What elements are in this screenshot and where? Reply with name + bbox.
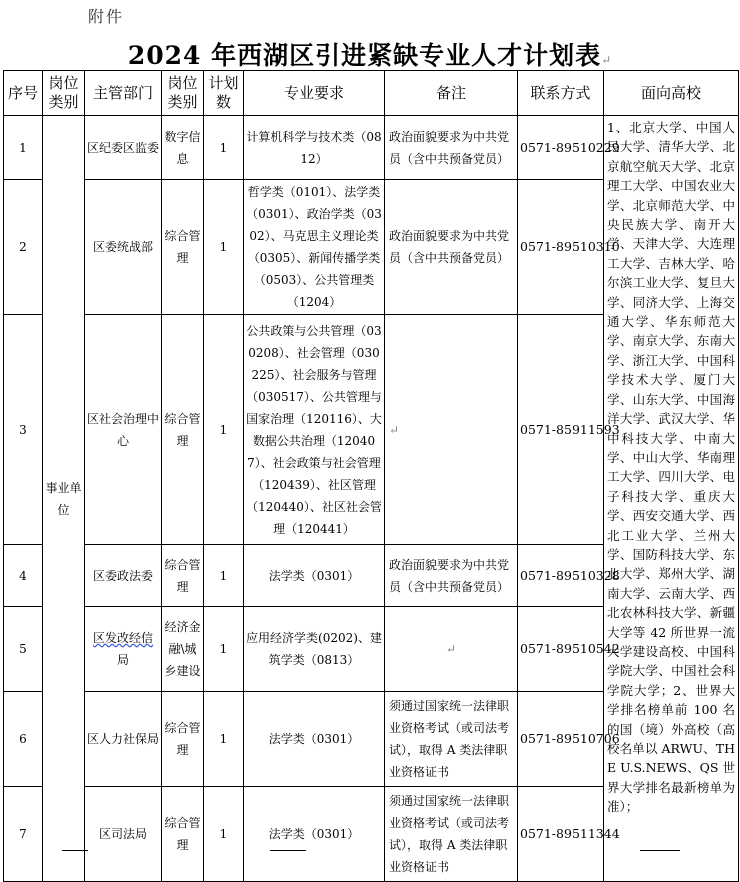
row-department: 区委政法委 xyxy=(85,545,162,607)
header-post-type: 岗位类别 xyxy=(162,71,204,116)
row-index: 2 xyxy=(4,180,43,315)
row-index: 6 xyxy=(4,692,43,787)
row-post-type: 数字信息 xyxy=(162,116,204,180)
row-contact: 0571-89510706 xyxy=(518,692,604,787)
row-contact: 0571-89510229 xyxy=(518,116,604,180)
row-major: 公共政策与公共管理（030208）、社会管理（030225）、社会服务与管理（030517）、公共管理与国家治理（120116）、大数据公共治理（120407）、社会政策与社会管理（120439）、社区管理（120440）、社区社会管理（120441） xyxy=(244,315,385,545)
page-divider xyxy=(270,850,306,851)
row-contact: 0571-89510542 xyxy=(518,607,604,692)
row-post-type: 经济金融\城乡建设 xyxy=(162,607,204,692)
page-divider xyxy=(640,850,680,851)
row-major: 哲学类（0101）、法学类（0301）、政治学类（0302）、马克思主义理论类（0305）、新闻传播学类（0503）、公共管理类（1204） xyxy=(244,180,385,315)
row-major: 法学类（0301） xyxy=(244,545,385,607)
department-text-rest: 局 xyxy=(116,653,129,667)
row-major: 应用经济学类(0202)、建筑学类（0813） xyxy=(244,607,385,692)
post-category-cell: 事业单位 xyxy=(43,116,85,882)
row-major: 法学类（0301） xyxy=(244,692,385,787)
title-text: 2024 年西湖区引进紧缺专业人才计划表 xyxy=(127,41,602,70)
row-index: 5 xyxy=(4,607,43,692)
row-contact: 0571-89511344 xyxy=(518,787,604,882)
page-title xyxy=(0,36,740,72)
row-index: 3 xyxy=(4,315,43,545)
header-post-category: 岗位类别 xyxy=(43,71,85,116)
header-index: 序号 xyxy=(4,71,43,116)
row-post-type: 综合管理 xyxy=(162,315,204,545)
paragraph-mark-icon: ↵ xyxy=(445,642,457,656)
row-remark xyxy=(385,607,518,692)
row-post-type: 综合管理 xyxy=(162,545,204,607)
header-major: 专业要求 xyxy=(244,71,385,116)
row-major: 法学类（0301） xyxy=(244,787,385,882)
row-post-type: 综合管理 xyxy=(162,180,204,315)
header-contact: 联系方式 xyxy=(518,71,604,116)
row-index: 7 xyxy=(4,787,43,882)
row-contact: 0571-89510328 xyxy=(518,545,604,607)
talent-plan-table xyxy=(3,70,739,882)
row-index: 4 xyxy=(4,545,43,607)
row-index: 1 xyxy=(4,116,43,180)
row-department: 区社会治理中心 xyxy=(85,315,162,545)
department-text-flagged: 区发改经信 xyxy=(92,631,153,645)
row-plan-count: 1 xyxy=(204,787,244,882)
row-plan-count: 1 xyxy=(204,116,244,180)
universities-cell: 1、北京大学、中国人民大学、清华大学、北京航空航天大学、北京理工大学、中国农业大学、北京师范大学、中央民族大学、南开大学、天津大学、大连理工大学、吉林大学、哈尔滨工业大学、复旦大学、同济大学、上海交通大学、华东师范大学、南京大学、东南大学、浙江大学、中国科学技术大学、厦门大学、山东大学、中国海洋大学、武汉大学、华中科技大学、中南大学、中山大学、华南理工大学、四川大学、电子科技大学、重庆大学、西安交通大学、西北工业大学、兰州大学、国防科技大学、东北大学、郑州大学、湖南大学、云南大学、西北农林科技大学、新疆大学等 42 所世界一流大学建设高校、中国科学院大学、中国社会科学院大学；2、世界大学排名榜单前 100 名的国（境）外高校（高校名单以 ARWU、THE U.S.NEWS、QS 世界大学排名最新榜单为准）； xyxy=(604,116,739,882)
row-department xyxy=(85,607,162,692)
row-department: 区司法局 xyxy=(85,787,162,882)
annex-label: 附件 xyxy=(88,7,125,26)
row-plan-count: 1 xyxy=(204,545,244,607)
row-remark: 政治面貌要求为中共党员（含中共预备党员） xyxy=(385,180,518,315)
row-department: 区人力社保局 xyxy=(85,692,162,787)
row-post-type: 综合管理 xyxy=(162,692,204,787)
header-department: 主管部门 xyxy=(85,71,162,116)
header-plan-count: 计划数 xyxy=(204,71,244,116)
row-plan-count: 1 xyxy=(204,692,244,787)
page-divider xyxy=(62,850,88,851)
row-contact: 0571-89510310 xyxy=(518,180,604,315)
table-row xyxy=(4,116,739,180)
row-remark xyxy=(385,315,518,545)
row-department: 区委统战部 xyxy=(85,180,162,315)
row-remark: 政治面貌要求为中共党员（含中共预备党员） xyxy=(385,116,518,180)
row-remark: 政治面貌要求为中共党员（含中共预备党员） xyxy=(385,545,518,607)
row-major: 计算机科学与技术类（0812） xyxy=(244,116,385,180)
paragraph-mark-icon: ↵ xyxy=(601,53,613,67)
row-contact: 0571-85911593 xyxy=(518,315,604,545)
header-universities: 面向高校 xyxy=(604,71,739,116)
row-plan-count: 1 xyxy=(204,180,244,315)
row-post-type: 综合管理 xyxy=(162,787,204,882)
row-department: 区纪委区监委 xyxy=(85,116,162,180)
row-plan-count: 1 xyxy=(204,607,244,692)
row-plan-count: 1 xyxy=(204,315,244,545)
row-remark: 须通过国家统一法律职业资格考试（或司法考试），取得 A 类法律职业资格证书 xyxy=(385,787,518,882)
paragraph-mark-icon: ↵ xyxy=(389,422,400,437)
header-remark: 备注 xyxy=(385,71,518,116)
row-remark: 须通过国家统一法律职业资格考试（或司法考试），取得 A 类法律职业资格证书 xyxy=(385,692,518,787)
header-row xyxy=(4,71,739,116)
